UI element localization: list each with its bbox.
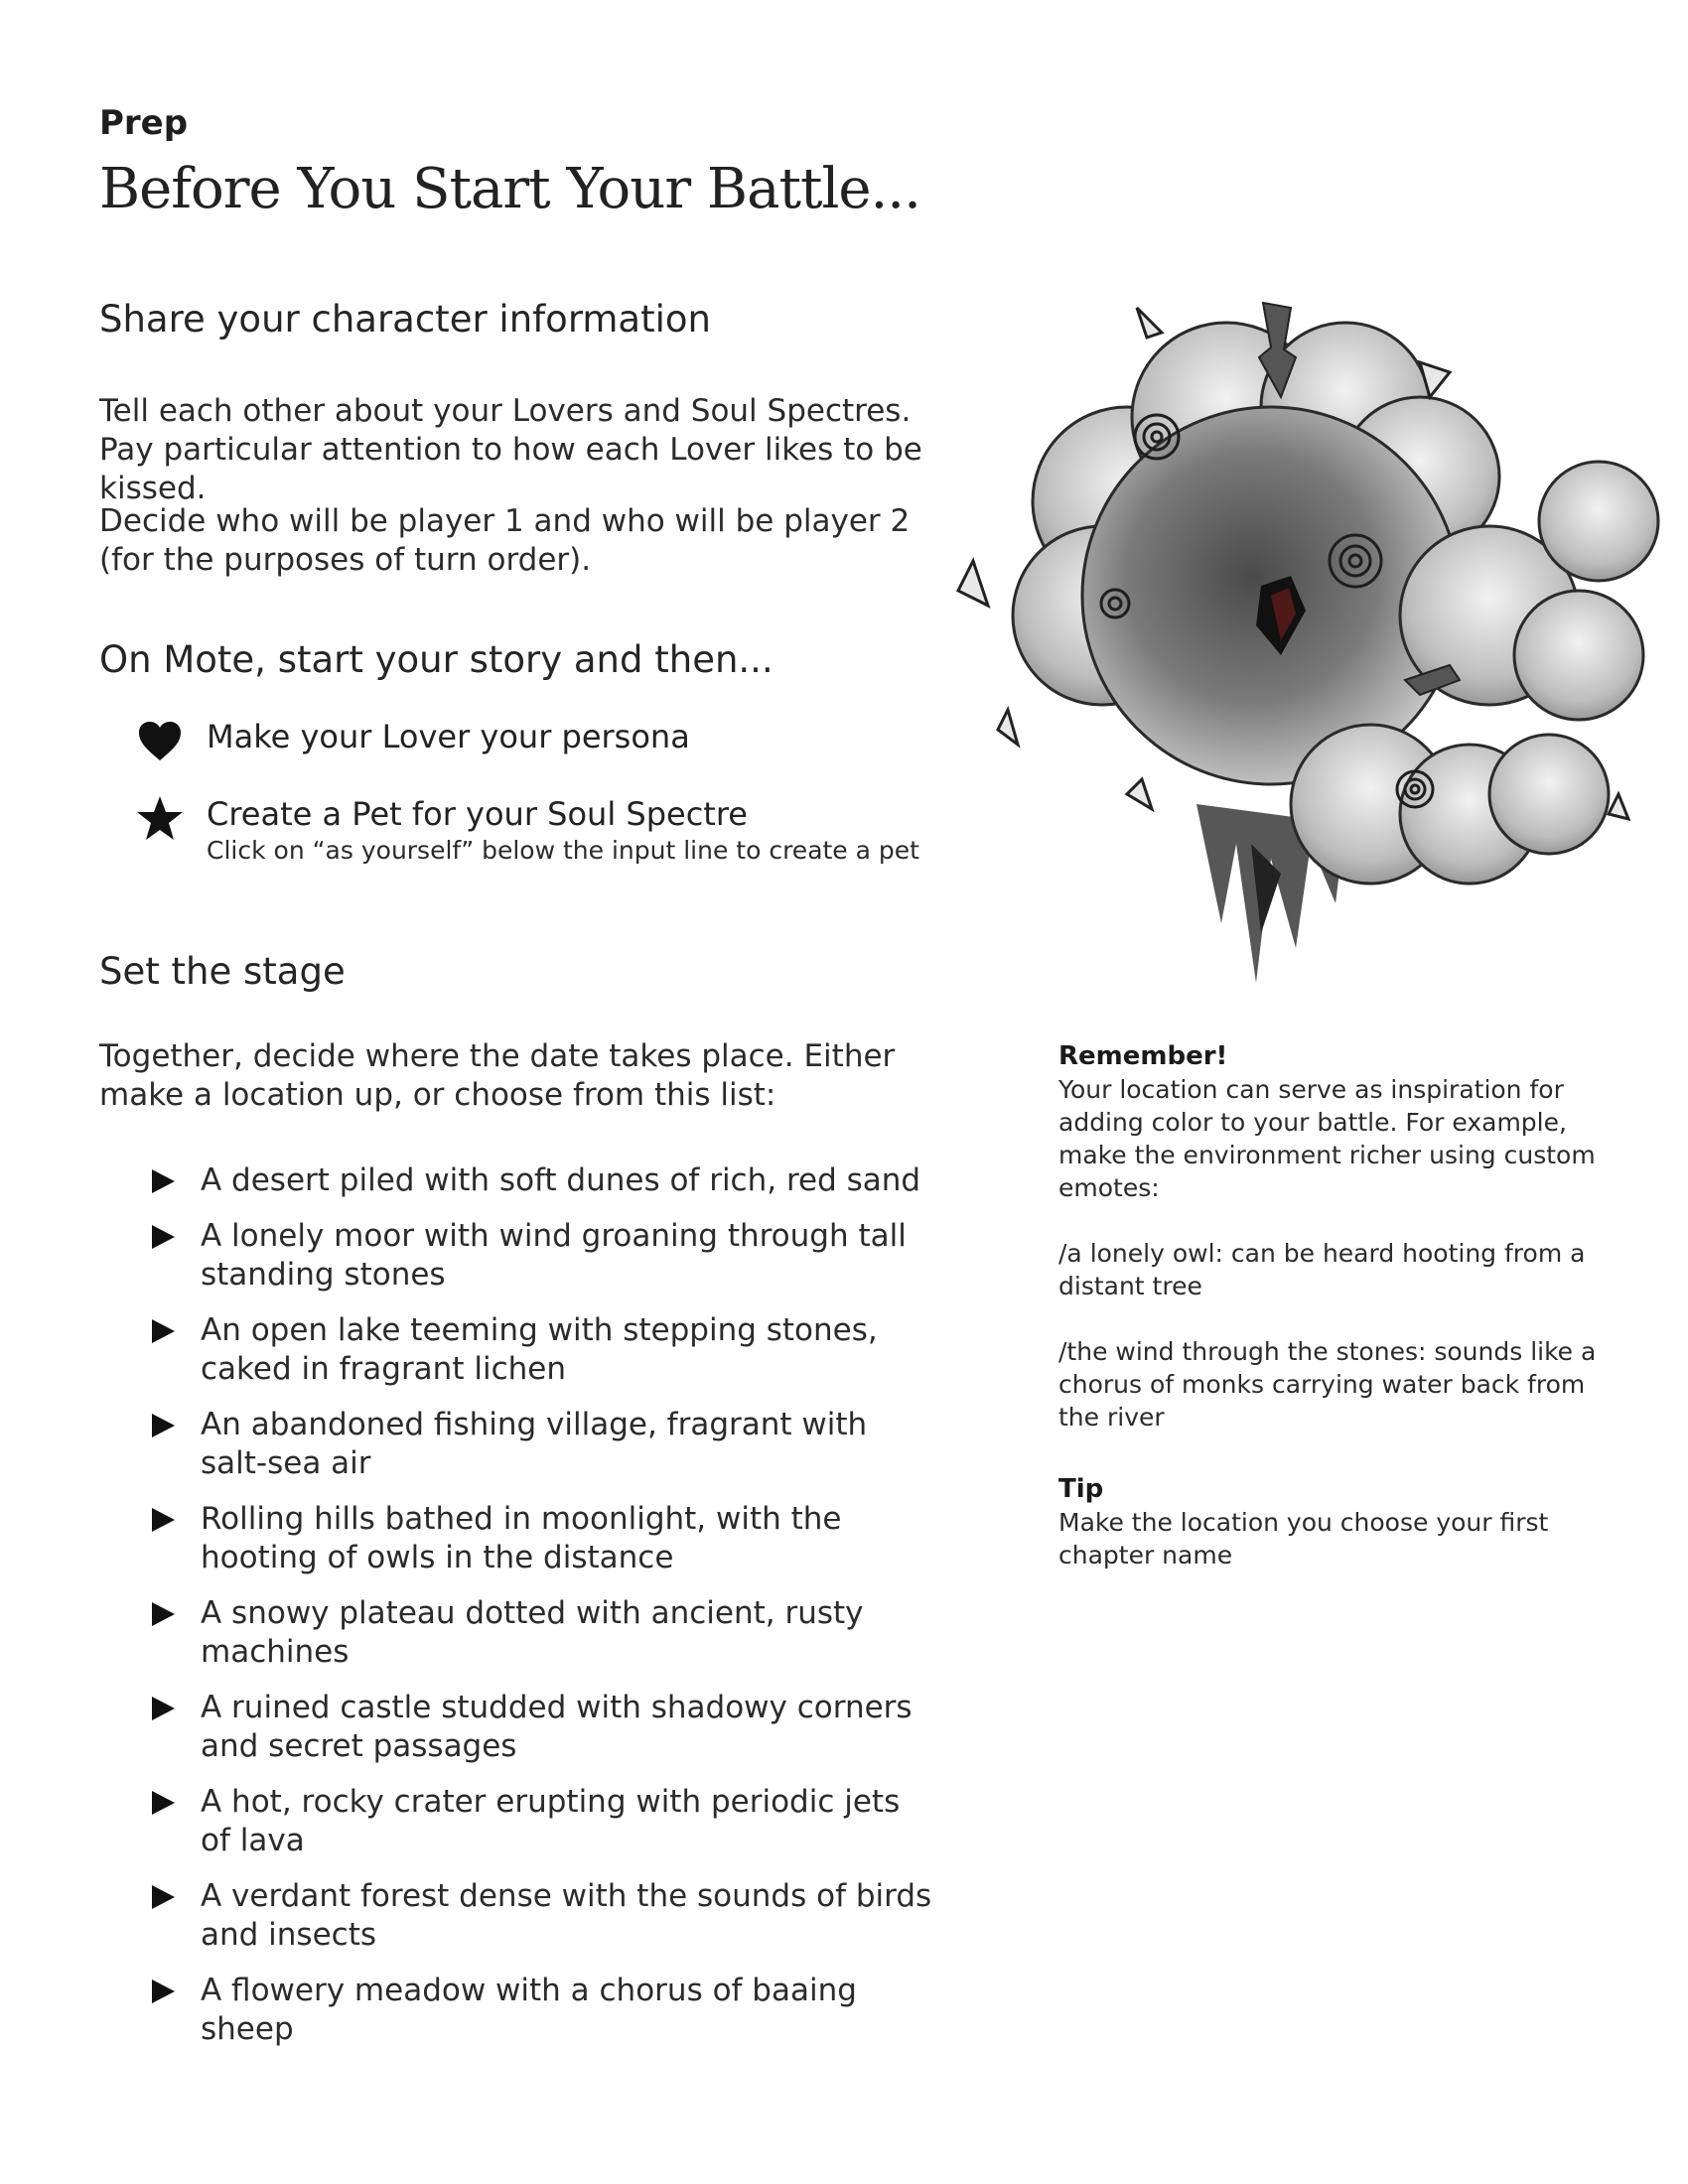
remember-callout <box>1058 1040 1615 1433</box>
location-item: A snowy plateau dotted with ancient, rusty machines <box>149 1594 933 1672</box>
location-list <box>149 1161 933 2066</box>
tip-callout <box>1058 1473 1615 1571</box>
triangle-bullet-icon <box>149 1506 177 1534</box>
page-title: Before You Start Your Battle... <box>99 157 920 221</box>
step-label: Create a Pet for your Soul Spectre <box>207 795 748 833</box>
triangle-bullet-icon <box>149 1412 177 1439</box>
mote-step-persona <box>135 717 690 766</box>
section-eyebrow: Prep <box>99 103 189 143</box>
mote-heading: On Mote, start your story and then... <box>99 638 774 681</box>
location-item: A lonely moor with wind groaning through tall standing stones <box>149 1217 933 1295</box>
location-item: A ruined castle studded with shadowy corners and secret passages <box>149 1689 933 1766</box>
heart-icon <box>135 717 185 766</box>
step-hint: Click on “as yourself” below the input line to create a pet <box>207 836 919 865</box>
remember-text: Your location can serve as inspiration for adding color to your battle. For example, make the environment richer using custom emotes: <box>1058 1075 1596 1202</box>
stage-intro: Together, decide where the date takes place. Either make a location up, or choose from this list: <box>99 1038 896 1113</box>
share-heading: Share your character information <box>99 298 711 341</box>
remember-label: Remember! <box>1058 1041 1228 1071</box>
location-item: A desert piled with soft dunes of rich, red sand <box>149 1161 933 1200</box>
stage-heading: Set the stage <box>99 950 346 993</box>
share-paragraph-2: Decide who will be player 1 and who will be player 2 (for the purposes of turn order). <box>99 503 911 578</box>
triangle-bullet-icon <box>149 1223 177 1251</box>
triangle-bullet-icon <box>149 1789 177 1817</box>
location-item: Rolling hills bathed in moonlight, with the hooting of owls in the distance <box>149 1500 933 1577</box>
share-paragraph-1: Tell each other about your Lovers and Soul Spectres. Pay particular attention to how each Lover likes to be kissed. <box>99 393 922 506</box>
location-item: A hot, rocky crater erupting with periodic jets of lava <box>149 1783 933 1860</box>
location-item: A verdant forest dense with the sounds of birds and insects <box>149 1877 933 1955</box>
triangle-bullet-icon <box>149 1695 177 1722</box>
mote-step-pet <box>135 794 919 868</box>
location-item: An abandoned fishing village, fragrant with salt-sea air <box>149 1406 933 1483</box>
emote-example-wind: /the wind through the stones: sounds like a chorus of monks carrying water back from the river <box>1058 1337 1597 1432</box>
triangle-bullet-icon <box>149 1167 177 1195</box>
storm-cloud-roses-illustration <box>953 288 1688 1013</box>
triangle-bullet-icon <box>149 1883 177 1911</box>
star-icon <box>135 794 185 844</box>
step-label: Make your Lover your persona <box>207 718 690 755</box>
location-item: An open lake teeming with stepping stones, caked in fragrant lichen <box>149 1311 933 1389</box>
triangle-bullet-icon <box>149 1600 177 1628</box>
triangle-bullet-icon <box>149 1978 177 2005</box>
location-item: A flowery meadow with a chorus of baaing sheep <box>149 1972 933 2049</box>
tip-label: Tip <box>1058 1474 1104 1504</box>
triangle-bullet-icon <box>149 1317 177 1345</box>
tip-text: Make the location you choose your first chapter name <box>1058 1508 1549 1570</box>
emote-example-owl: /a lonely owl: can be heard hooting from a distant tree <box>1058 1239 1586 1300</box>
